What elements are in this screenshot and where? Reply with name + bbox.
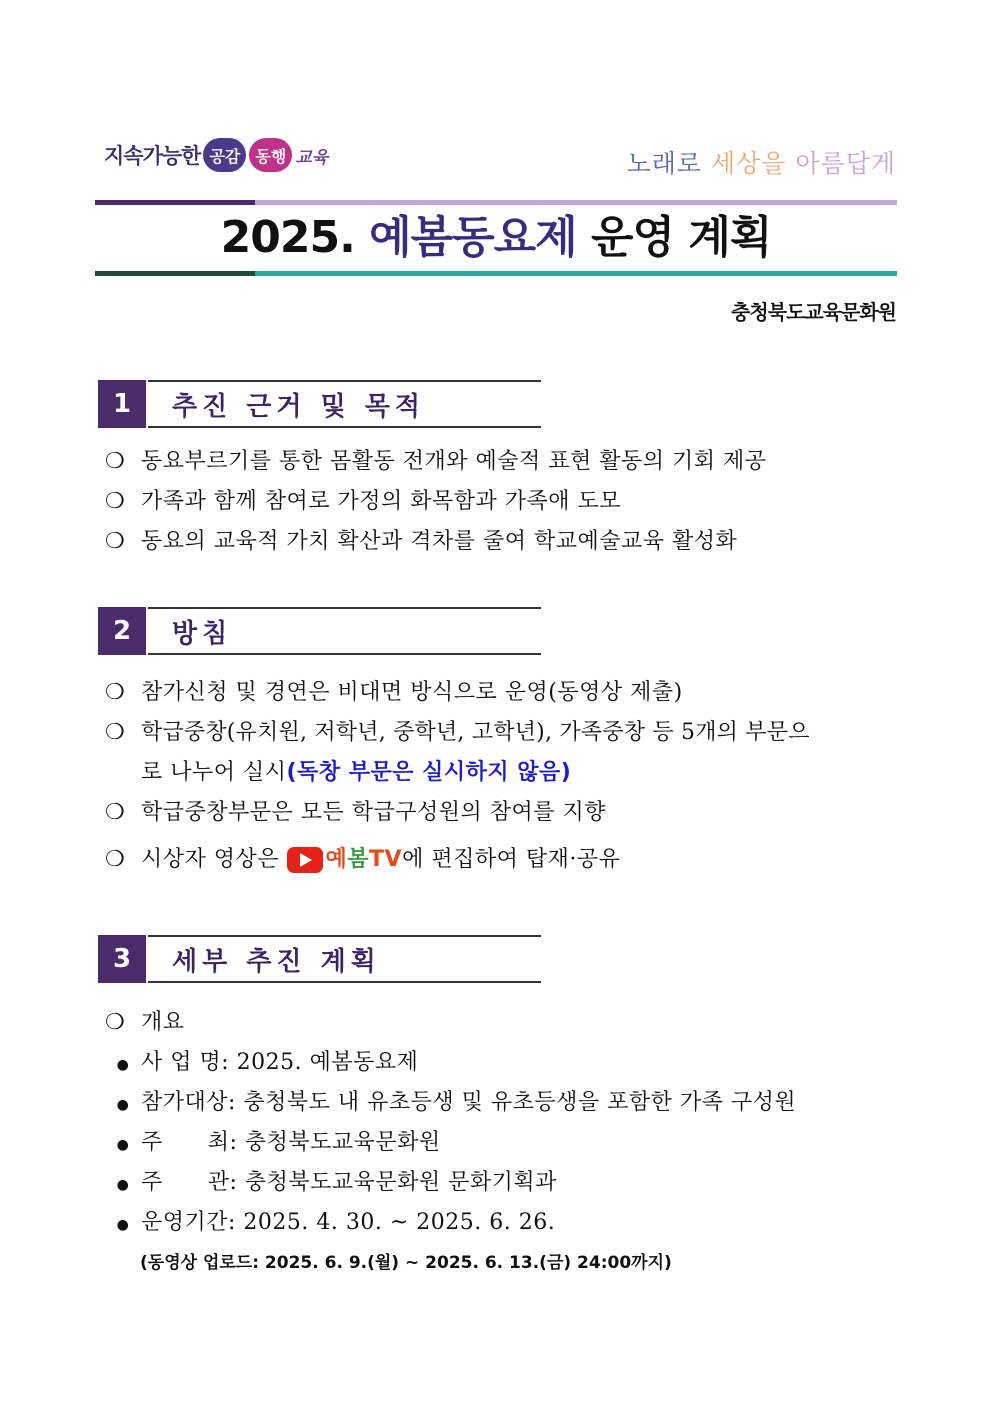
list-item <box>105 845 620 875</box>
dot-bullet-icon: ● <box>116 1177 130 1193</box>
detail-period: 운영기간: 2025. 4. 30. ~ 2025. 6. 26. <box>141 1210 556 1235</box>
section-2-item-2-highlight: (독창 부문은 실시하지 않음) <box>286 760 572 785</box>
list-item <box>105 487 621 517</box>
section-3-overview: 개요 <box>141 1010 185 1035</box>
section-2-item-3: 학급중창부문은 모든 학급구성원의 참여를 지향 <box>141 800 607 825</box>
list-item <box>105 1168 557 1200</box>
organization-name: 충청북도교육문화원 <box>731 300 896 324</box>
section-1-item-3: 동요의 교육적 가치 확산과 격차를 줄여 학교예술교육 활성화 <box>141 529 738 554</box>
section-2-item-4-before: 시상자 영상은 <box>141 847 280 872</box>
circle-bullet-icon: ❍ <box>105 489 126 514</box>
title-bar-bottom-left <box>95 271 255 276</box>
section-2-item-1: 참가신청 및 경연은 비대면 방식으로 운영(동영상 제출) <box>141 680 683 705</box>
logo-bubble-empathy: 공감 <box>203 138 246 172</box>
slogan-word-1: 노래로 <box>626 149 703 178</box>
list-item <box>105 718 810 748</box>
section-3-title: 세부 추진 계획 <box>172 946 381 977</box>
page-title <box>95 207 897 269</box>
title-year: 2025. <box>220 212 355 263</box>
circle-bullet-icon: ❍ <box>105 1010 126 1035</box>
logo-text: 지속가능한 <box>104 144 201 168</box>
detail-organizer: 주 관: 충청북도교육문화원 문화기획과 <box>141 1170 557 1195</box>
detail-project-name: 사 업 명: 2025. 예봄동요제 <box>141 1050 419 1075</box>
list-item <box>105 798 606 828</box>
circle-bullet-icon: ❍ <box>105 800 126 825</box>
youtube-icon <box>287 847 323 873</box>
section-2-header <box>148 607 541 655</box>
section-1-header <box>148 380 541 428</box>
title-rest: 운영 계획 <box>591 212 772 263</box>
yebom-tv-part-2: 봄 <box>347 847 370 872</box>
detail-participants: 참가대상: 충청북도 내 유초등생 및 유초등생을 포함한 가족 구성원 <box>141 1090 797 1115</box>
detail-host: 주 최: 충청북도교육문화원 <box>141 1130 441 1155</box>
circle-bullet-icon: ❍ <box>105 680 126 705</box>
logo-bubble-companion: 동행 <box>249 138 292 172</box>
list-item <box>105 678 683 708</box>
yebom-tv-part-3: TV <box>369 847 403 872</box>
section-1-item-1: 동요부르기를 통한 몸활동 전개와 예술적 표현 활동의 기회 제공 <box>141 449 767 474</box>
list-item <box>105 1088 796 1120</box>
title-bar-top-left <box>95 200 255 205</box>
section-2-title: 방침 <box>172 618 233 649</box>
list-item <box>105 1128 441 1160</box>
title-event-name: 예봄동요제 <box>369 212 577 263</box>
logo-tail: 교육 <box>295 147 329 168</box>
section-1-title: 추진 근거 및 목적 <box>172 391 425 422</box>
section-2-number: 2 <box>98 607 146 655</box>
yebom-tv-part-1: 예 <box>325 847 348 872</box>
list-item <box>105 1208 555 1240</box>
circle-bullet-icon: ❍ <box>105 529 126 554</box>
list-item-continuation <box>141 758 571 788</box>
slogan-word-2: 세상을 <box>710 149 787 178</box>
upload-period-note: (동영상 업로드: 2025. 6. 9.(월) ~ 2025. 6. 13.(금) 24:00까지) <box>140 1253 672 1273</box>
title-bar-top-right <box>255 200 897 205</box>
section-3-header <box>148 935 541 983</box>
title-bar-bottom-right <box>255 271 897 276</box>
circle-bullet-icon: ❍ <box>105 720 125 745</box>
circle-bullet-icon: ❍ <box>105 449 126 474</box>
circle-bullet-icon: ❍ <box>105 847 126 872</box>
slogan-word-3: 아름답게 <box>795 149 896 178</box>
section-2-item-2-cont: 로 나누어 실시 <box>141 760 287 785</box>
list-item <box>105 1008 185 1038</box>
section-1-item-2: 가족과 함께 참여로 가정의 화목함과 가족애 도모 <box>141 489 622 514</box>
list-item <box>105 1048 418 1080</box>
section-1-number: 1 <box>98 380 146 428</box>
dot-bullet-icon: ● <box>116 1137 130 1153</box>
logo <box>104 130 328 180</box>
slogan <box>627 144 896 180</box>
section-2-item-2: 학급중창(유치원, 저학년, 중학년, 고학년), 가족중창 등 5개의 부문으 <box>141 720 810 745</box>
dot-bullet-icon: ● <box>116 1097 130 1113</box>
dot-bullet-icon: ● <box>116 1217 130 1233</box>
list-item <box>105 447 767 477</box>
dot-bullet-icon: ● <box>116 1057 130 1073</box>
section-3-number: 3 <box>98 935 146 983</box>
list-item <box>105 527 737 557</box>
section-2-item-4-after: 에 편집하여 탑재·공유 <box>402 847 621 872</box>
yebom-tv-label <box>326 847 403 872</box>
